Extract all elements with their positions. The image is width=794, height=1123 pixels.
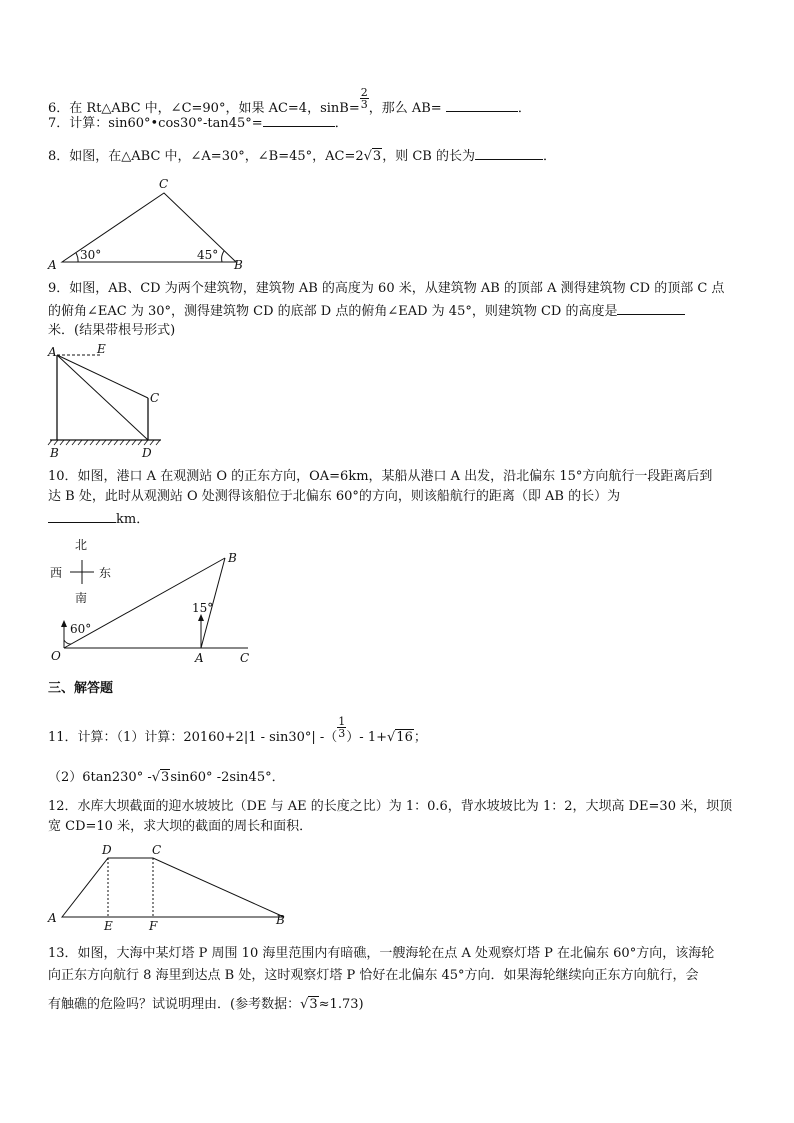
question-9-line-1: 9．如图，AB、CD 为两个建筑物，建筑物 AB 的高度为 60 米，从建筑物 AB 的顶部 A 测得建筑物 CD 的顶部 C 点 — [48, 281, 725, 296]
q13-line-3-b: ≈1.73) — [318, 997, 364, 1012]
q7-end: ． — [334, 116, 348, 131]
q7-text-a: 7．计算：sin60°•cos30°-tan45°= — [48, 116, 263, 131]
q11-text-a: 11．计算：（1）计算：20160+2|1 - sin30°| -（ — [48, 730, 338, 745]
q9-label-e: E — [97, 342, 106, 356]
q9-label-d: D — [142, 446, 152, 460]
q11-end: ； — [413, 730, 427, 745]
q7-answer-blank[interactable] — [263, 114, 335, 127]
q8-label-b: B — [234, 258, 243, 272]
q11-frac-den: 3 — [338, 727, 346, 740]
question-7 — [48, 114, 348, 132]
q10-answer-blank[interactable] — [48, 510, 116, 523]
q8-triangle-figure — [44, 176, 254, 272]
q10-compass-west: 西 — [50, 566, 63, 580]
q8-angle-a-label: 30° — [80, 248, 102, 262]
q8-text-b: ，则 CB 的长为 — [382, 149, 475, 164]
q12-label-e: E — [104, 919, 113, 933]
q6-frac-num: 2 — [360, 86, 368, 99]
question-6 — [48, 87, 531, 117]
q9-buildings-figure — [44, 340, 184, 460]
question-13-line-1: 13．如图，大海中某灯塔 P 周围 10 海里范围内有暗礁，一艘海轮在点 A 处观察灯塔 P 在北偏东 60°方向，该海轮 — [48, 946, 715, 961]
q10-label-o: O — [51, 649, 61, 663]
q10-arrowhead-a — [198, 614, 204, 621]
q6-frac-den: 3 — [360, 98, 368, 111]
q10-label-b: B — [228, 551, 237, 565]
q11-part2-a: （2）6tan230° - — [48, 770, 152, 785]
q10-angle-o-arc — [64, 640, 71, 644]
q13-line-3-a: 有触礁的危险吗？试说明理由．(参考数据： — [48, 997, 301, 1012]
q10-label-a: A — [195, 651, 204, 665]
q8-angle-b-label: 45° — [197, 248, 219, 262]
q11-sqrt-val: 16 — [396, 730, 413, 745]
q8-angle-b-arc — [222, 251, 224, 262]
question-10-line-1: 10．如图，港口 A 在观测站 O 的正东方向，OA=6km，某船从港口 A 出发，沿北偏东 15°方向航行一段距离后到 — [48, 469, 713, 484]
q10-label-c: C — [240, 651, 250, 665]
question-13-line-3 — [48, 997, 364, 1013]
q12-trapezoid — [62, 858, 284, 917]
q11-part2-sqrt: √3 — [151, 770, 170, 785]
q8-label-a: A — [48, 258, 57, 272]
q9-answer-blank[interactable] — [617, 302, 685, 315]
q11-text-b: ）- 1+ — [346, 730, 387, 745]
q12-dam-figure — [44, 840, 294, 933]
section-3-title: 三、解答题 — [48, 681, 114, 696]
q10-angle-a-label: 15° — [192, 601, 214, 615]
q8-sqrt-val: 3 — [372, 149, 382, 164]
question-13-line-2: 向正东方向航行 8 海里到达点 B 处，这时观察灯塔 P 恰好在北偏东 45°方向．如果海轮继续向正东方向航行，会 — [48, 968, 699, 983]
question-9-line-2 — [48, 302, 685, 320]
question-8 — [48, 147, 556, 165]
q9-line-ad — [57, 355, 148, 440]
question-11-part-1 — [48, 716, 427, 746]
q11-sqrt: √16 — [387, 730, 413, 745]
q10-unit: km． — [116, 512, 150, 527]
q8-text-a: 8．如图，在△ABC 中，∠A=30°，∠B=45°，AC=2 — [48, 149, 364, 164]
q10-arrowhead-o — [61, 620, 67, 627]
q12-label-d: D — [102, 843, 112, 857]
q13-sqrt: √3 — [300, 997, 318, 1012]
q12-label-f: F — [149, 919, 158, 933]
q12-label-c: C — [152, 843, 162, 857]
q11-frac-num: 1 — [338, 715, 346, 728]
q10-compass-south: 南 — [75, 591, 88, 605]
question-10-line-2: 达 B 处，此时从观测站 O 处测得该船位于北偏东 60°的方向，则该船航行的距离（即 AB 的长）为 — [48, 489, 621, 504]
question-10-line-3 — [48, 510, 149, 528]
question-9-line-3: 米．(结果带根号形式) — [48, 323, 176, 338]
q11-fraction — [337, 716, 346, 739]
q12-label-a: A — [48, 911, 57, 925]
q8-end: ． — [542, 149, 556, 164]
q8-answer-blank[interactable] — [475, 147, 543, 160]
question-12-line-2: 宽 CD=10 米，求大坝的截面的周长和面积． — [48, 819, 313, 834]
q11-part2-b: sin60° -2sin45°． — [170, 770, 285, 785]
question-11-part-2 — [48, 770, 285, 786]
q9-line-2-text: 的俯角∠EAC 为 30°，测得建筑物 CD 的底部 D 点的俯角∠EAD 为 45°，则建筑物 CD 的高度是 — [48, 304, 618, 319]
q10-compass-north: 北 — [75, 538, 88, 552]
q9-label-a: A — [48, 345, 57, 359]
q8-angle-a-arc — [76, 253, 78, 262]
q9-line-ac — [57, 355, 148, 398]
q9-label-b: B — [50, 446, 59, 460]
q11-part2-sqrt-val: 3 — [161, 770, 170, 785]
q9-ground-hatching — [48, 440, 160, 445]
q9-label-c: C — [150, 391, 160, 405]
q8-sqrt: √3 — [363, 149, 382, 164]
q6-answer-blank[interactable] — [446, 99, 518, 112]
q12-label-b: B — [276, 913, 285, 927]
q13-sqrt-val: 3 — [309, 997, 318, 1012]
q10-compass-east: 东 — [99, 566, 112, 580]
q6-end: ． — [517, 101, 531, 116]
q10-angle-o-label: 60° — [70, 622, 92, 636]
q10-navigation-figure — [44, 532, 264, 672]
q6-text-a: 6．在 Rt△ABC 中，∠C=90°，如果 AC=4，sinB= — [48, 101, 360, 116]
question-12-line-1: 12．水库大坝截面的迎水坡坡比（DE 与 AE 的长度之比）为 1：0.6，背水坡坡比为 1：2，大坝高 DE=30 米，坝顶 — [48, 799, 733, 814]
q6-text-b: ，那么 AB= — [368, 101, 442, 116]
q6-fraction — [360, 87, 369, 110]
q8-label-c: C — [159, 177, 169, 191]
